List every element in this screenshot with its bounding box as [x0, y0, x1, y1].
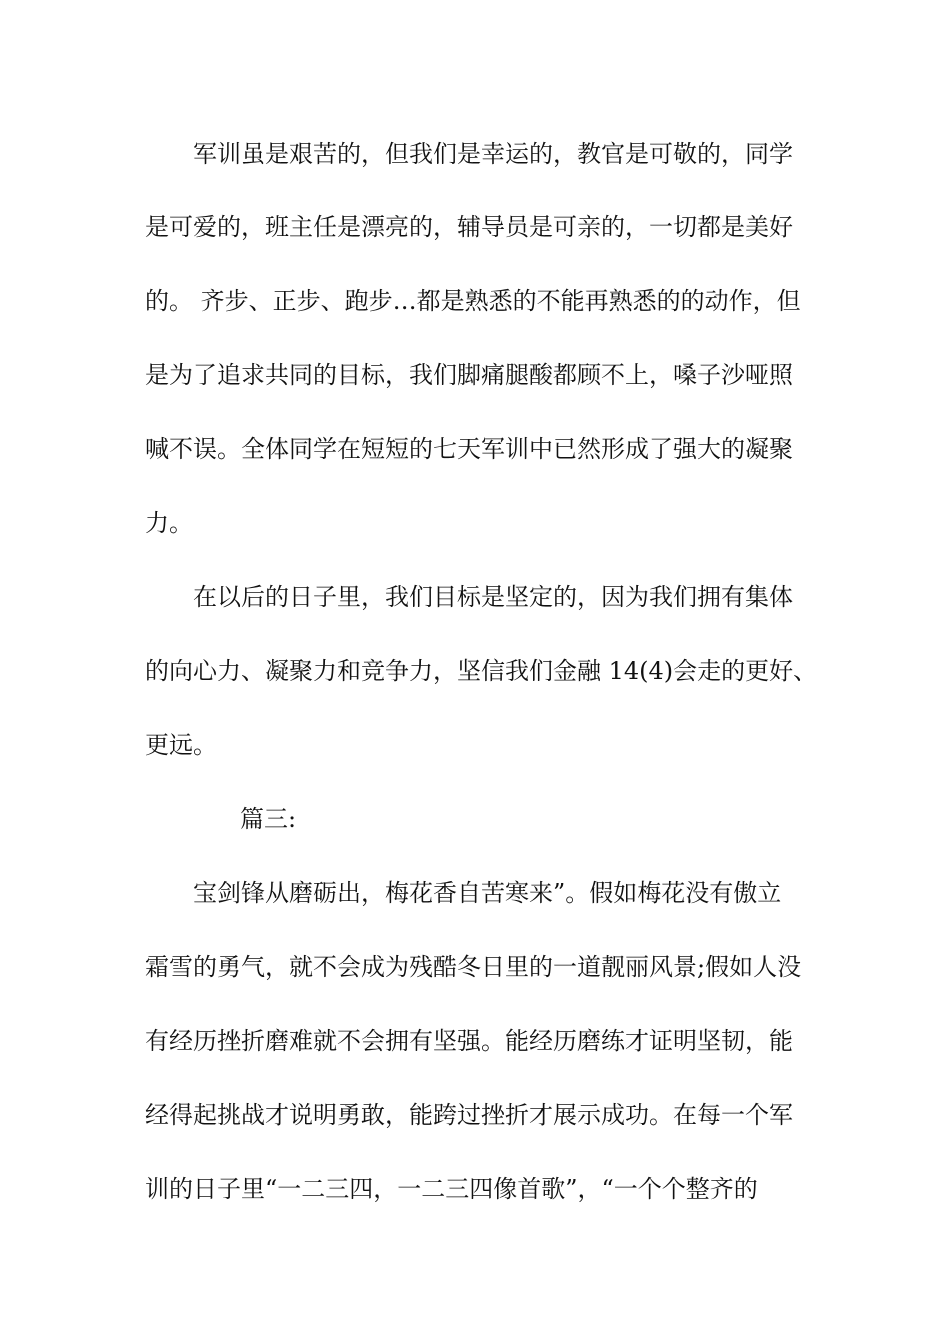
paragraph-1-line-5: 喊不误。全体同学在短短的七天军训中已然形成了强大的凝聚: [145, 435, 793, 463]
paragraph-3-line-2: 霜雪的勇气，就不会成为残酷冬日里的一道靓丽风景;假如人没: [145, 953, 802, 981]
paragraph-2-line-3: 更远。: [145, 731, 217, 759]
paragraph-2-line-2: 的向心力、凝聚力和竞争力，坚信我们金融 14(4)会走的更好、: [145, 657, 818, 685]
paragraph-1-line-2: 是可爱的，班主任是漂亮的，辅导员是可亲的，一切都是美好: [145, 213, 793, 241]
section-heading: 篇三:: [240, 805, 297, 833]
paragraph-1-line-4: 是为了追求共同的目标，我们脚痛腿酸都顾不上，嗓子沙哑照: [145, 361, 793, 389]
paragraph-3-line-1: 宝剑锋从磨砺出，梅花香自苦寒来”。假如梅花没有傲立: [193, 879, 782, 907]
paragraph-1-line-1: 军训虽是艰苦的，但我们是幸运的，教官是可敬的，同学: [193, 140, 793, 168]
paragraph-3-line-5: 训的日子里“一二三四，一二三四像首歌”，“一个个整齐的: [145, 1175, 758, 1203]
paragraph-1-line-3: 的。 齐步、正步、跑步…都是熟悉的不能再熟悉的的动作，但: [145, 287, 801, 315]
paragraph-2-line-1: 在以后的日子里，我们目标是坚定的，因为我们拥有集体: [193, 583, 793, 611]
paragraph-3-line-4: 经得起挑战才说明勇敢，能跨过挫折才展示成功。在每一个军: [145, 1101, 793, 1129]
paragraph-3-line-3: 有经历挫折磨难就不会拥有坚强。能经历磨练才证明坚韧，能: [145, 1027, 793, 1055]
paragraph-1-line-6: 力。: [145, 509, 193, 537]
